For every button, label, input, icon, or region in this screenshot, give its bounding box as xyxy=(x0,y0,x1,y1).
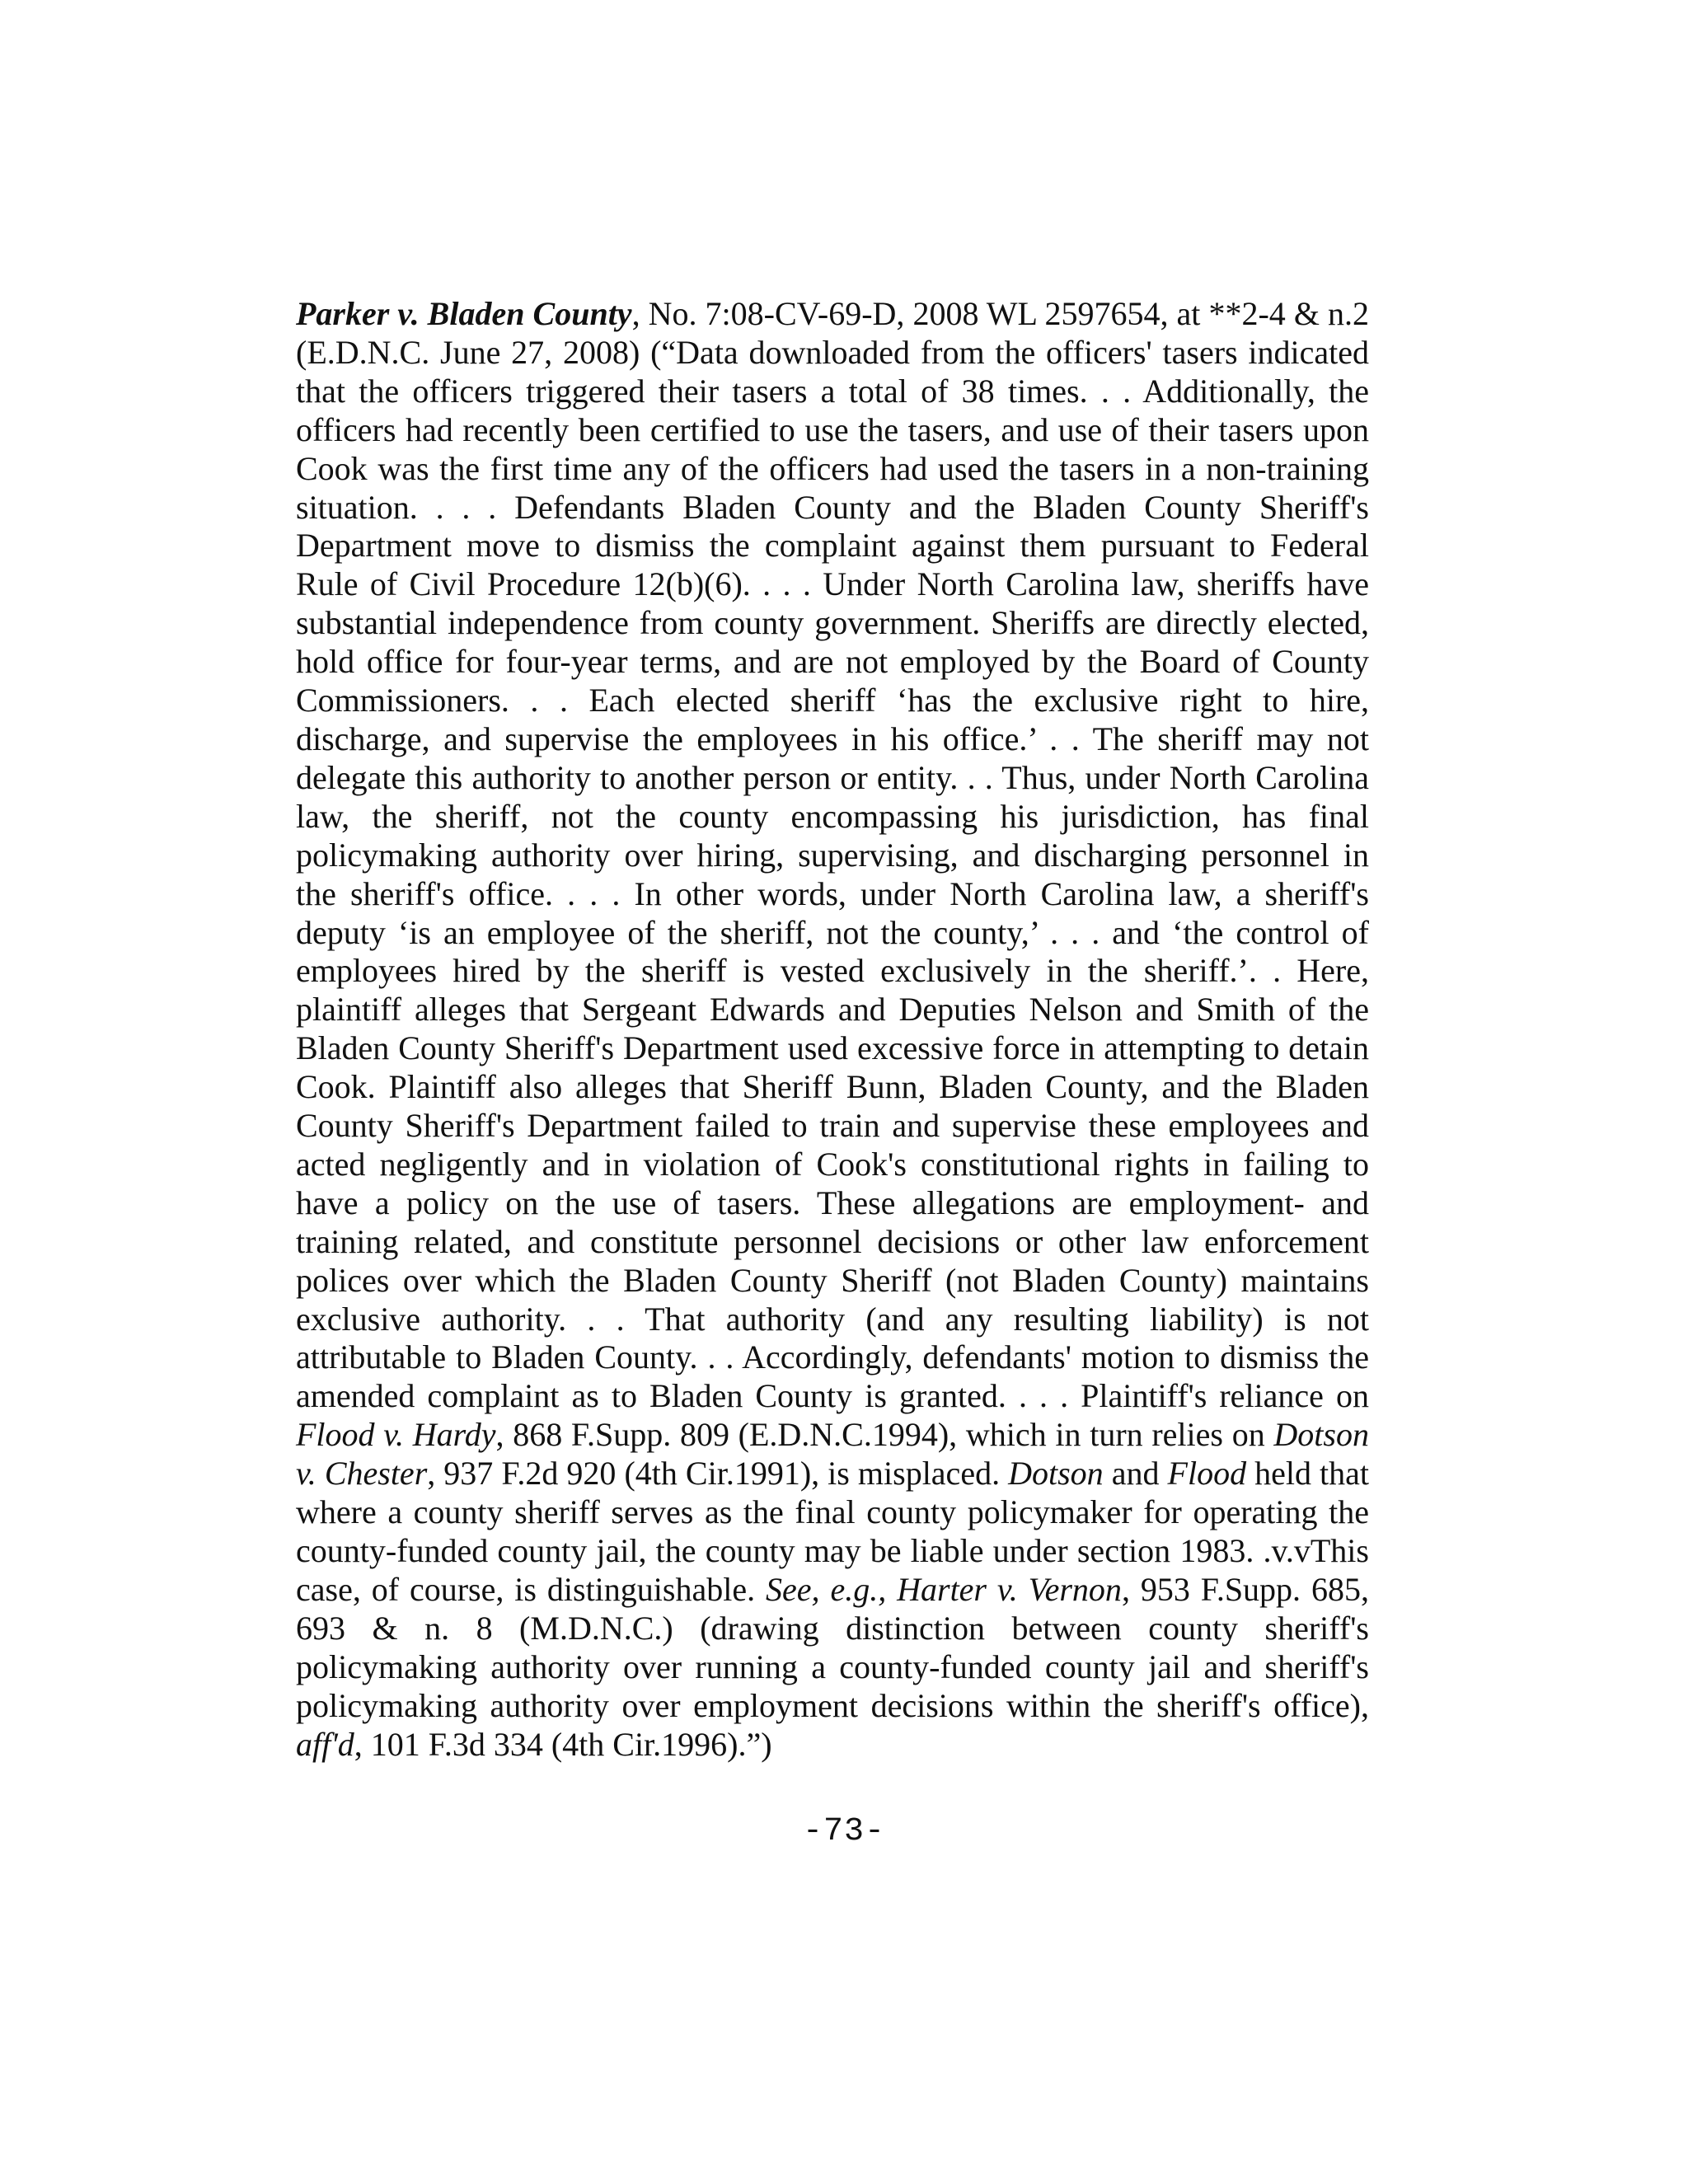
case-name-dotson: Dotson xyxy=(1008,1455,1104,1493)
text-segment: , 101 F.3d 334 (4th Cir.1996).”) xyxy=(354,1725,772,1763)
case-title: Parker v. Bladen County xyxy=(296,295,632,332)
page-number: -73- xyxy=(802,1813,885,1850)
case-citation-flood: Flood v. Hardy xyxy=(296,1416,496,1454)
text-segment: , 937 F.2d 920 (4th Cir.1991), is misplaced. xyxy=(427,1455,1009,1493)
footnote-paragraph xyxy=(296,295,1369,1764)
case-citation-dotson: Dotson v. Chester xyxy=(296,1416,1369,1493)
case-name-flood: Flood xyxy=(1167,1455,1247,1493)
citation-signal-affd: aff'd xyxy=(296,1725,354,1763)
text-segment: , No. 7:08-CV-69-D, 2008 WL 2597654, at **2-4 & n.2 (E.D.N.C. June 27, 2008) (“Data downloaded from the officers' tasers indicated that the officers triggered their tasers a total of 38 times. . . Additionally, the officers had recently been certified to use the tasers, and use of their tasers upon Cook was the first time any of the officers had used the tasers in a non-training situation. . . . Defendants Bladen County and the Bladen County Sheriff's Department move to dismiss the complaint against them pursuant to Federal Rule of Civil Procedure 12(b)(6). . . . Under North Carolina law, sheriffs have substantial independence from county government. Sheriffs are directly elected, hold office for four-year terms, and are not employed by the Board of County Commissioners. . . Each elected sheriff ‘has the exclusive right to hire, discharge, and supervise the employees in his office.’ . . The sheriff may not delegate this authority to another person or entity. . . Thus, under North Carolina law, the sheriff, not the county encompassing his jurisdiction, has final policymaking authority over hiring, supervising, and discharging personnel in the sheriff's office. . . . In other words, under North Carolina law, a sheriff's deputy ‘is an employee of the sheriff, not the county,’ . . . and ‘the control of employees hired by the sheriff is vested exclusively in the sheriff.’. . Here, plaintiff alleges that Sergeant Edwards and Deputies Nelson and Smith of the Bladen County Sheriff's Department used excessive force in attempting to detain Cook. Plaintiff also alleges that Sheriff Bunn, Bladen County, and the Bladen County Sheriff's Department failed to train and supervise these employees and acted negligently and in violation of Cook's constitutional rights in failing to have a policy on the use of tasers. These allegations are employment- and training related, and constitute personnel decisions or other law enforcement polices over which the Bladen County Sheriff (not Bladen County) maintains exclusive authority. . . That authority (and any resulting liability) is not attributable to Bladen County. . . Accordingly, defendants' motion to dismiss the amended complaint as to Bladen County is granted. . . . Plaintiff's reliance on xyxy=(296,295,1369,1415)
case-citation-harter: See, e.g., Harter v. Vernon xyxy=(766,1570,1122,1608)
text-segment: , 953 F.Supp. 685, 693 & n. 8 (M.D.N.C.) (drawing distinction between county sheriff's policymaking authority over running a county-funded county jail and sheriff's policymaking authority over employment decisions within the sheriff's office), xyxy=(296,1570,1369,1724)
text-segment: and xyxy=(1103,1455,1168,1493)
text-segment: , 868 F.Supp. 809 (E.D.N.C.1994), which in turn relies on xyxy=(495,1416,1274,1454)
text-segment: held that where a county sheriff serves as the final county policymaker for operating the county-funded county jail, the county may be liable under section 1983. .v.vThis case, of course, is distinguishable. xyxy=(296,1455,1369,1608)
